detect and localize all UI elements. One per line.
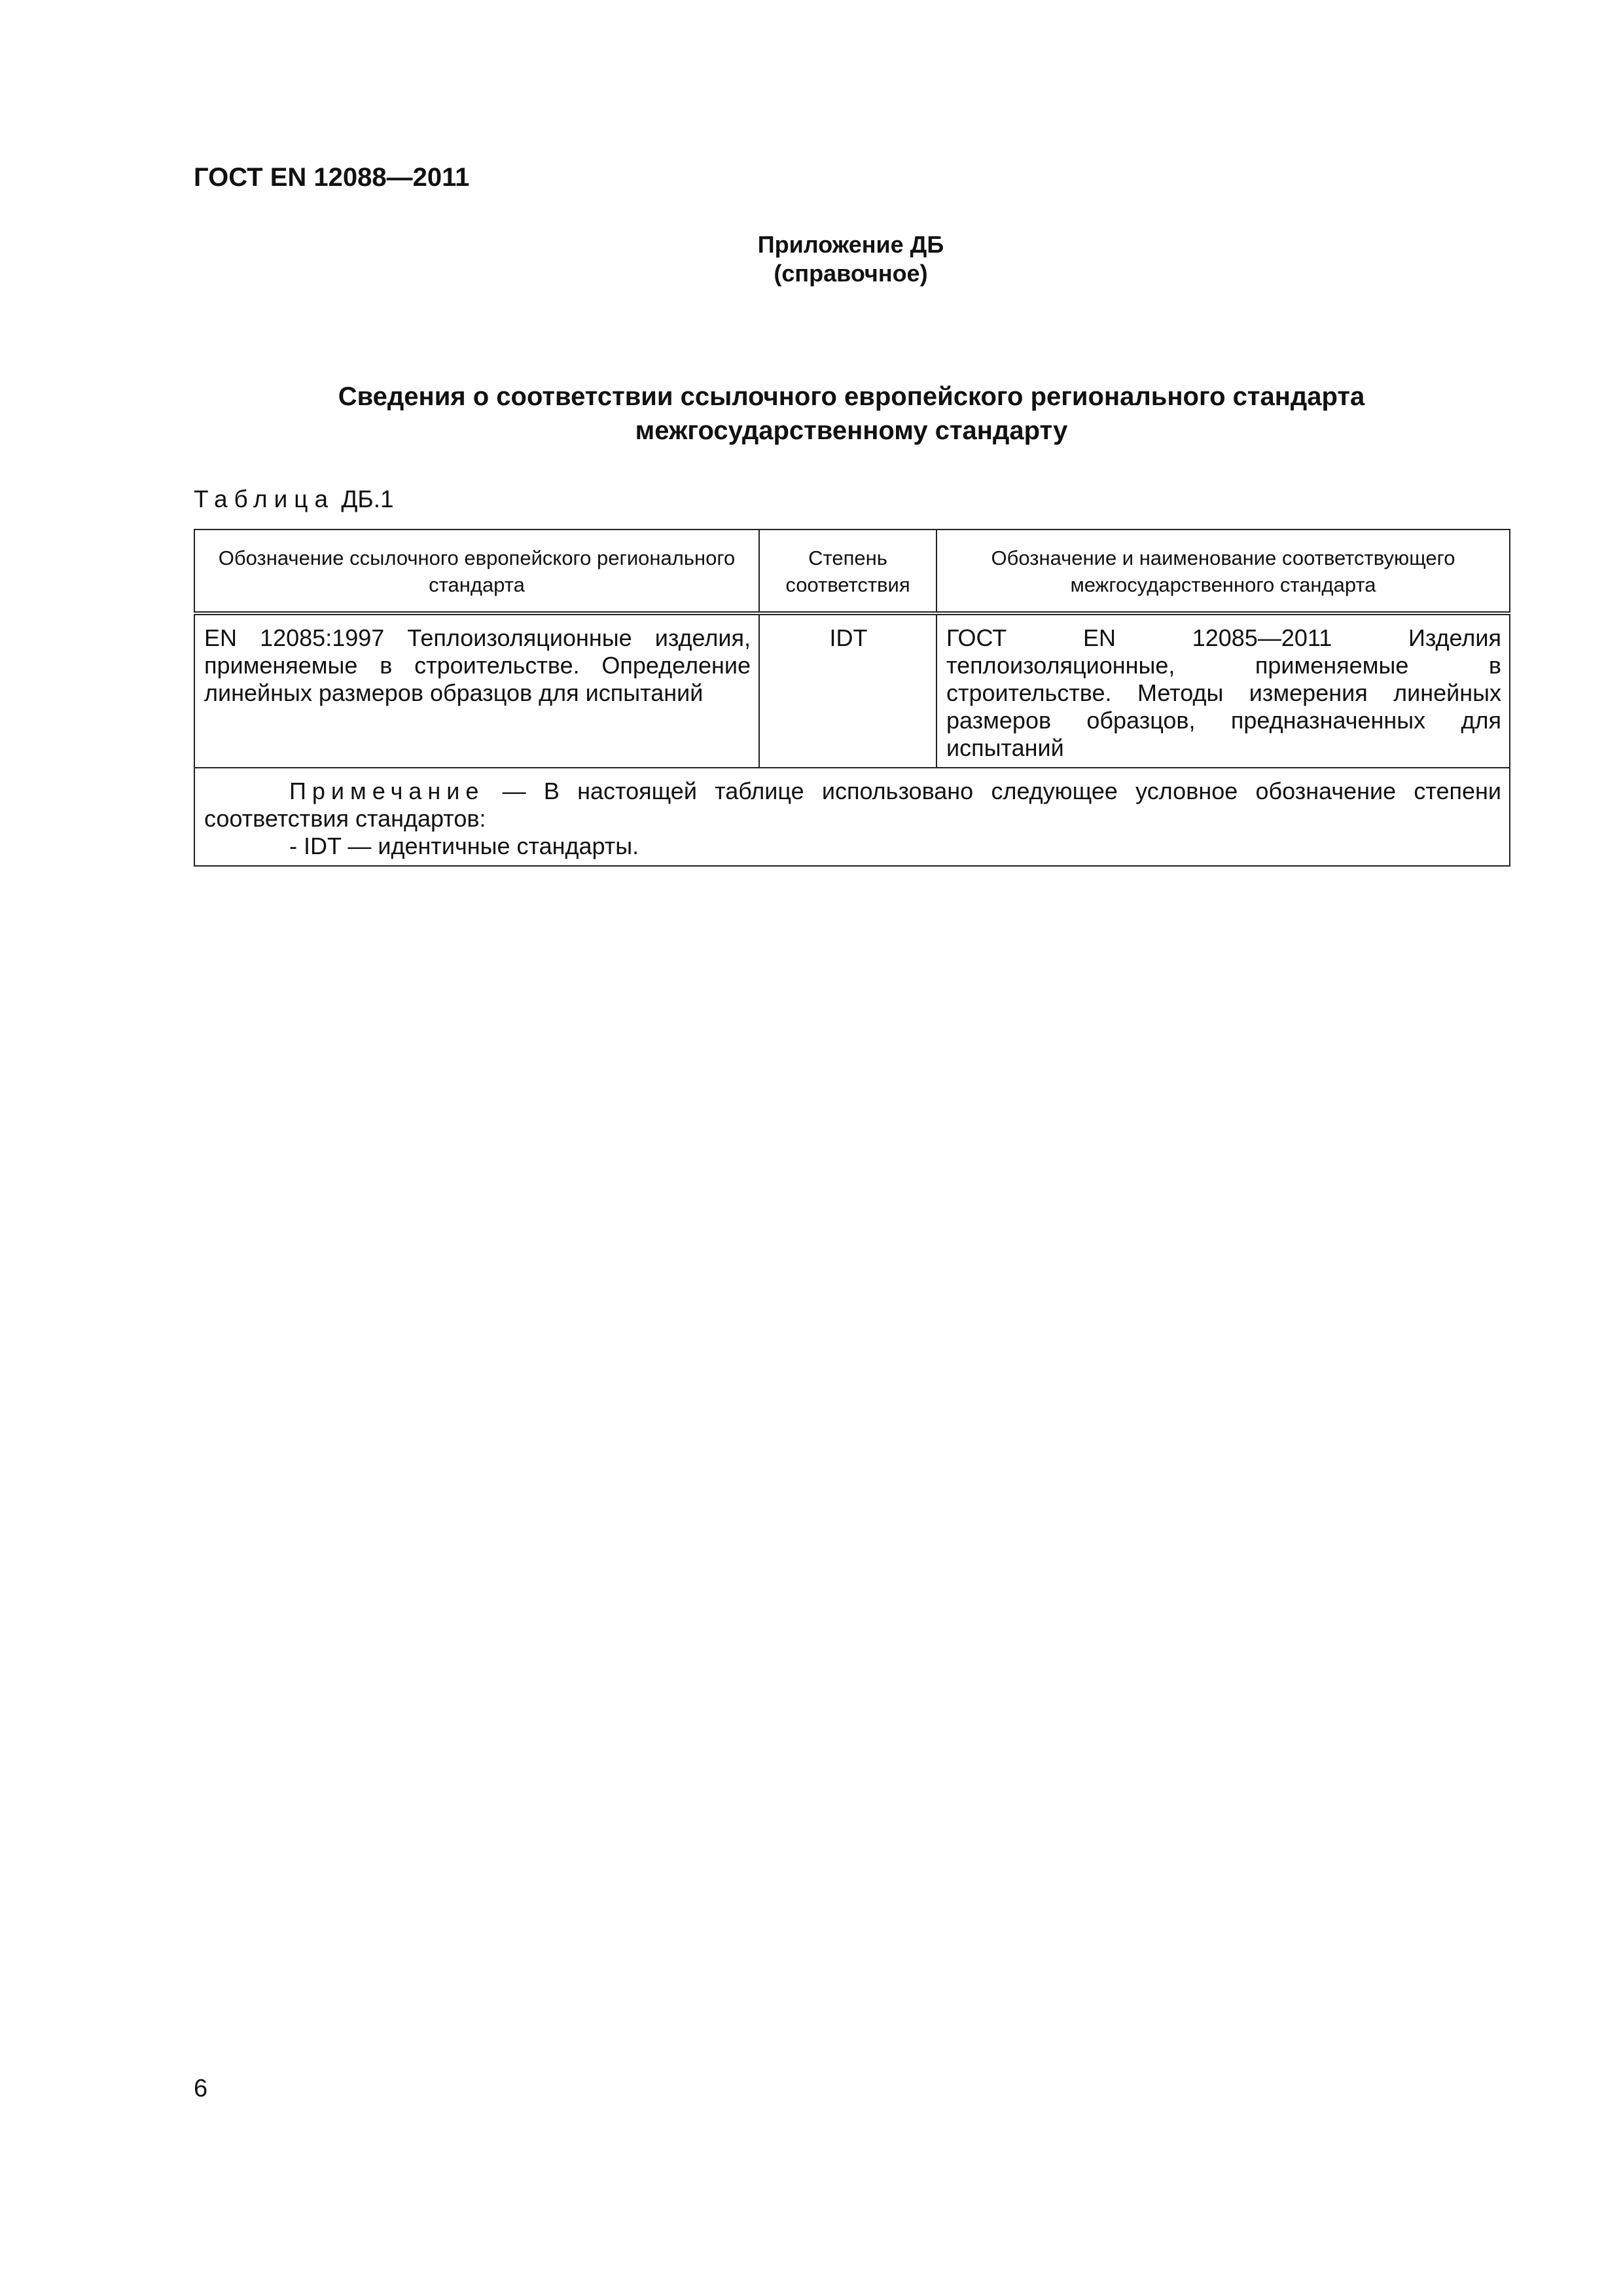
section-title bbox=[194, 380, 1509, 448]
page-number: 6 bbox=[194, 2075, 208, 2102]
section-title-line2: межгосударственному стандарту bbox=[635, 416, 1068, 445]
cell-european-standard: EN 12085:1997 Теплоизоляционные изделия, применяемые в строительстве. Определение линейных размеров образцов для испытаний bbox=[194, 613, 759, 768]
note-text bbox=[204, 778, 1501, 833]
header-degree: Степень соответствия bbox=[759, 529, 936, 613]
appendix-heading bbox=[713, 230, 988, 288]
table-row bbox=[194, 613, 1510, 768]
table-caption-number: ДБ.1 bbox=[341, 486, 394, 512]
table-note-row bbox=[194, 768, 1510, 866]
conformity-table bbox=[194, 529, 1510, 867]
table-caption-label: Таблица bbox=[194, 486, 335, 512]
document-code: ГОСТ EN 12088—2011 bbox=[194, 163, 470, 192]
note-body: — В настоящей таблице использовано следующее условное обозначение степени соответствия стандартов: bbox=[204, 778, 1501, 832]
header-european-standard: Обозначение ссылочного европейского регионального стандарта bbox=[194, 529, 759, 613]
cell-interstate-standard: ГОСТ EN 12085—2011 Изделия теплоизоляционные, применяемые в строительстве. Методы измерения линейных размеров образцов, предназначенных для испытаний bbox=[936, 613, 1510, 768]
header-interstate-standard: Обозначение и наименование соответствующего межгосударственного стандарта bbox=[936, 529, 1510, 613]
appendix-type: (справочное) bbox=[774, 260, 928, 287]
appendix-name: Приложение ДБ bbox=[757, 231, 944, 258]
section-title-line1: Сведения о соответствии ссылочного европейского регионального стандарта bbox=[338, 382, 1365, 411]
table-header-row bbox=[194, 529, 1510, 613]
table-caption bbox=[194, 484, 394, 514]
note-label: Примечание bbox=[289, 778, 485, 804]
table-note bbox=[194, 768, 1510, 866]
cell-degree: IDT bbox=[759, 613, 936, 768]
note-item: - IDT — идентичные стандарты. bbox=[289, 833, 639, 859]
